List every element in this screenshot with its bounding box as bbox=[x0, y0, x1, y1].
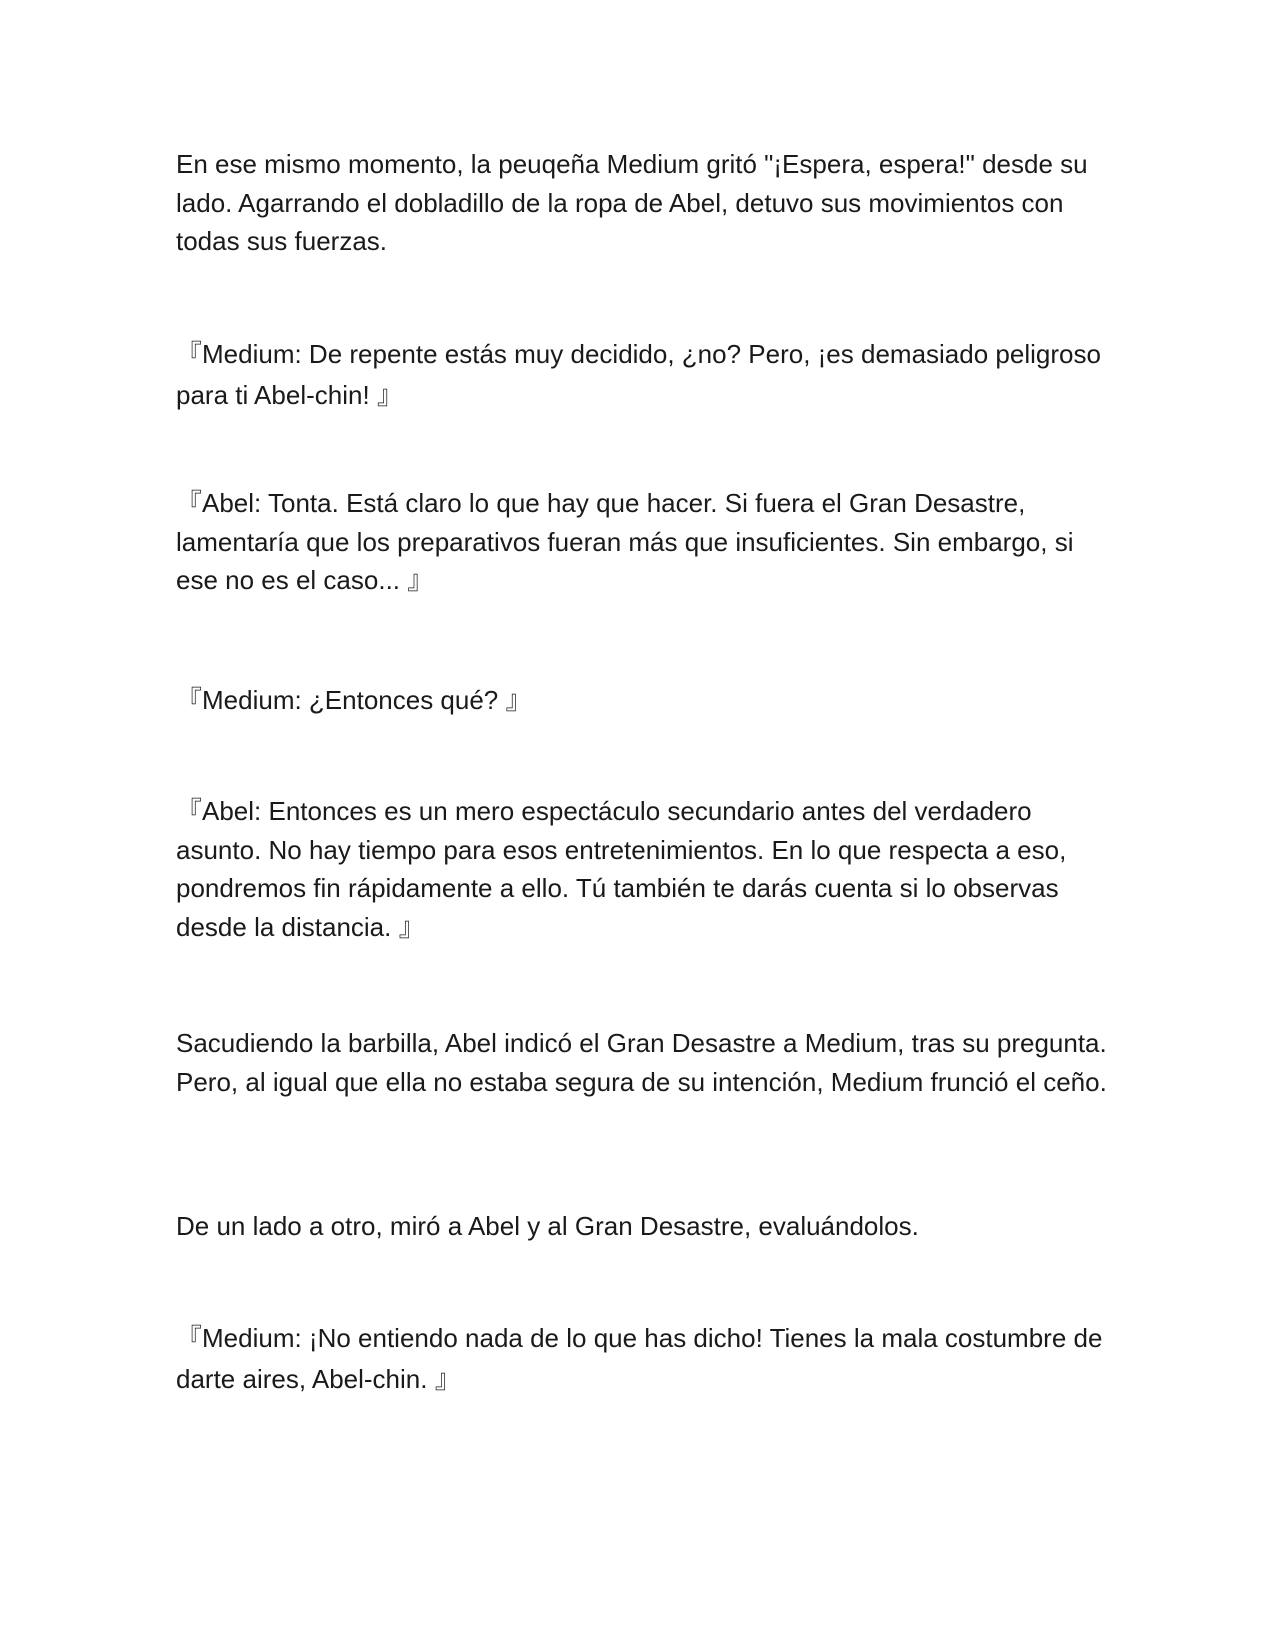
narration-paragraph: En ese mismo momento, la peuqeña Medium gritó "¡Espera, espera!" desde su lado. Agarrando el dobladillo de la ropa de Abel, detuvo sus movimientos con todas sus fuerzas. bbox=[176, 149, 1088, 256]
dialogue-medium-2: 『Medium: ¿Entonces qué? 』 bbox=[176, 685, 532, 715]
dialogue-medium-1: 『Medium: De repente estás muy decidido, ¿no? Pero, ¡es demasiado peligroso para ti Abel-chin! 』 bbox=[176, 339, 1101, 410]
dialogue-abel-2: 『Abel: Entonces es un mero espectáculo secundario antes del verdadero asunto. No hay tiempo para esos entretenimientos. En lo que respecta a eso, pondremos fin rápidamente a ello. Tú también te darás cuenta si lo observas desde la distancia. 』 bbox=[176, 796, 1067, 942]
narration-paragraph-3: De un lado a otro, miró a Abel y al Gran Desastre, evaluándolos. bbox=[176, 1211, 919, 1241]
dialogue-medium-3: 『Medium: ¡No entiendo nada de lo que has dicho! Tienes la mala costumbre de darte aires, Abel-chin. 』 bbox=[176, 1323, 1103, 1394]
narration-paragraph-2: Sacudiendo la barbilla, Abel indicó el Gran Desastre a Medium, tras su pregunta. Pero, al igual que ella no estaba segura de su intención, Medium frunció el ceño. bbox=[176, 1028, 1107, 1097]
dialogue-abel-1: 『Abel: Tonta. Está claro lo que hay que hacer. Si fuera el Gran Desastre, lamentaría que los preparativos fueran más que insuficientes. Sin embargo, si ese no es el caso... 』 bbox=[176, 488, 1074, 595]
